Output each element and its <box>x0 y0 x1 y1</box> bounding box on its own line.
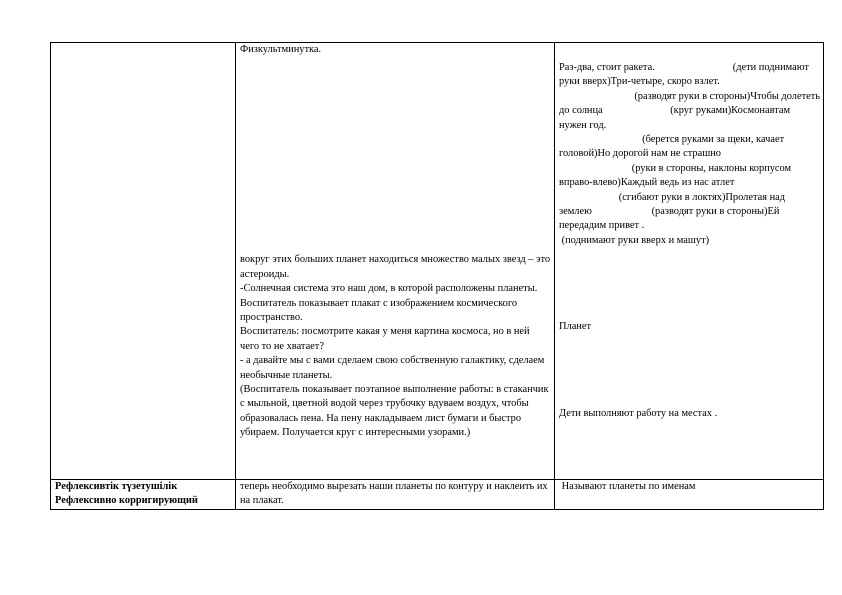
rhyme-line: (сгибают руки в локтях)Пролетая над землею (разводят руки в стороны)Ей передадим привет . <box>559 191 788 232</box>
rhyme-line: (берется руками за щеки, качает головой)Но дорогой нам не страшно <box>559 134 787 160</box>
activity-paragraph: Воспитатель показывает плакат с изображением космического пространство. <box>240 297 518 324</box>
work-label: Дети выполняют работу на местах . <box>559 407 718 419</box>
stage-name-russian: Рефлексивно корригирующий <box>55 495 198 507</box>
planets-label: Планет <box>559 321 592 333</box>
stage-name-cell <box>51 480 236 510</box>
rhyme-line: (разводят руки в стороны)Чтобы долететь до солнца (круг руками)Космонавтам нужен год. <box>559 90 823 131</box>
rhyme-line: (поднимают руки вверх и машут) <box>559 234 710 246</box>
activity-paragraph: (Воспитатель показывает поэтапное выполнение работы: в стаканчик с мыльной, цветной водой через трубочку вдуваем воздух, чтобы образовалась пена. На пену накладываем лист бумаги и быстро убираем. Получается круг с интересными узорами.) <box>240 384 549 439</box>
children-activity-cell <box>555 43 824 480</box>
activity-paragraph: вокруг этих больших планет находиться множество малых звезд – это астероиды. <box>240 254 551 280</box>
teacher-activity-cell <box>236 480 555 510</box>
physical-break-heading: Физкультминутка. <box>240 44 322 55</box>
table-row <box>51 480 824 510</box>
stage-name-kazakh: Рефлексивтік түзетушілік <box>55 481 178 492</box>
teacher-activity-cell <box>236 43 555 480</box>
children-activity-cell <box>555 480 824 510</box>
rhyme-line: Раз-два, стоит ракета. (дети поднимают руки вверх)Три-четыре, скоро взлет. <box>559 62 812 88</box>
rhyme-line: (руки в стороны, наклоны корпусом вправо-влево)Каждый ведь из нас атлет <box>559 162 794 189</box>
activity-paragraph: Воспитатель: посмотрите какая у меня картина космоса, но в ней чего то не хватает? <box>240 326 530 352</box>
activity-paragraph: - а давайте мы с вами сделаем свою собственную галактику, сделаем необычные планеты. <box>240 355 545 381</box>
activity-paragraph: -Солнечная система это наш дом, в которой расположены планеты. <box>240 283 538 295</box>
table-row <box>51 43 824 480</box>
lesson-plan-table <box>50 42 824 510</box>
children-response: Называют планеты по именам <box>559 481 696 492</box>
activity-paragraph: теперь необходимо вырезать наши планеты по контуру и наклеить их на плакат. <box>240 481 548 507</box>
stage-cell <box>51 43 236 480</box>
